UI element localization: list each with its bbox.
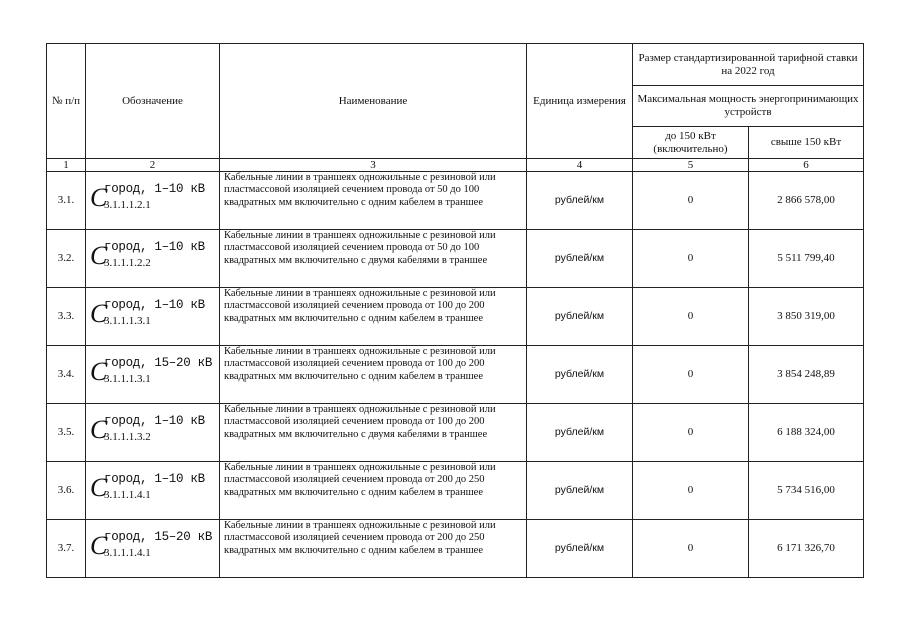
designation-subscript: 3.1.1.1.4.1 bbox=[104, 488, 151, 501]
value-over-150-cell: 5 734 516,00 bbox=[749, 462, 864, 520]
designation-subscript: 3.1.1.1.4.1 bbox=[104, 546, 151, 559]
designation-c-symbol: C bbox=[90, 298, 108, 328]
header-name: Наименование bbox=[220, 44, 527, 159]
name-cell: Кабельные линии в траншеях одножильные с резиновой или пластмассовой изоляцией сечением провода от 100 до 200 квадратных мм включительно с одним кабелем в траншее bbox=[220, 346, 527, 404]
designation-formula bbox=[90, 298, 210, 332]
table-row bbox=[47, 462, 864, 520]
designation-subscript: 3.1.1.1.3.1 bbox=[104, 372, 151, 385]
designation-c-symbol: C bbox=[90, 182, 108, 212]
table-row bbox=[47, 404, 864, 462]
name-cell: Кабельные линии в траншеях одножильные с резиновой или пластмассовой изоляцией сечением провода от 200 до 250 квадратных мм включительно с одним кабелем в траншее bbox=[220, 462, 527, 520]
unit-cell: рублей/км bbox=[527, 172, 633, 230]
value-over-150-cell: 2 866 578,00 bbox=[749, 172, 864, 230]
designation-cell bbox=[86, 172, 220, 230]
designation-formula bbox=[90, 529, 213, 564]
table-row bbox=[47, 230, 864, 288]
designation-c-symbol: C bbox=[90, 356, 108, 386]
designation-superscript: город, 1–10 кВ bbox=[104, 471, 205, 486]
header-up-to-150: до 150 кВт (включительно) bbox=[633, 127, 749, 159]
value-up-to-150-cell: 0 bbox=[633, 462, 749, 520]
designation-formula bbox=[90, 355, 213, 390]
designation-c-symbol: C bbox=[90, 414, 108, 444]
value-up-to-150-cell: 0 bbox=[633, 520, 749, 578]
table-row bbox=[47, 520, 864, 578]
unit-cell: рублей/км bbox=[527, 462, 633, 520]
value-up-to-150-cell: 0 bbox=[633, 172, 749, 230]
column-number: 5 bbox=[633, 159, 749, 172]
designation-subscript: 3.1.1.1.3.2 bbox=[104, 430, 151, 443]
unit-cell: рублей/км bbox=[527, 288, 633, 346]
designation-superscript: город, 1–10 кВ bbox=[104, 297, 205, 312]
value-over-150-cell: 5 511 799,40 bbox=[749, 230, 864, 288]
header-num: № п/п bbox=[47, 44, 86, 159]
row-number: 3.5. bbox=[47, 404, 86, 462]
row-number: 3.2. bbox=[47, 230, 86, 288]
row-number: 3.1. bbox=[47, 172, 86, 230]
designation-superscript: город, 1–10 кВ bbox=[104, 413, 205, 428]
header-max-power: Максимальная мощность энергопринимающих устройств bbox=[633, 86, 864, 127]
value-over-150-cell: 3 854 248,89 bbox=[749, 346, 864, 404]
designation-superscript: город, 15–20 кВ bbox=[104, 529, 213, 544]
header-designation: Обозначение bbox=[86, 44, 220, 159]
name-cell: Кабельные линии в траншеях одножильные с резиновой или пластмассовой изоляцией сечением провода от 50 до 100 квадратных мм включительно с двумя кабелями в траншее bbox=[220, 230, 527, 288]
column-number: 3 bbox=[220, 159, 527, 172]
column-number: 6 bbox=[749, 159, 864, 172]
designation-c-symbol: C bbox=[90, 472, 108, 502]
header-unit: Единица измерения bbox=[527, 44, 633, 159]
designation-formula bbox=[90, 182, 210, 216]
row-number: 3.3. bbox=[47, 288, 86, 346]
value-up-to-150-cell: 0 bbox=[633, 404, 749, 462]
designation-subscript: 3.1.1.1.2.1 bbox=[104, 198, 151, 211]
unit-cell: рублей/км bbox=[527, 346, 633, 404]
header-tariff-group: Размер стандартизированной тарифной ставки на 2022 год bbox=[633, 44, 864, 86]
designation-formula bbox=[90, 472, 210, 506]
designation-cell bbox=[86, 230, 220, 288]
designation-cell bbox=[86, 404, 220, 462]
name-cell: Кабельные линии в траншеях одножильные с резиновой или пластмассовой изоляцией сечением провода от 50 до 100 квадратных мм включительно с одним кабелем в траншее bbox=[220, 172, 527, 230]
row-number: 3.6. bbox=[47, 462, 86, 520]
table-row bbox=[47, 288, 864, 346]
designation-subscript: 3.1.1.1.3.1 bbox=[104, 314, 151, 327]
value-up-to-150-cell: 0 bbox=[633, 288, 749, 346]
designation-formula bbox=[90, 240, 210, 274]
value-over-150-cell: 3 850 319,00 bbox=[749, 288, 864, 346]
designation-c-symbol: C bbox=[90, 530, 108, 560]
designation-cell bbox=[86, 346, 220, 404]
column-number-row bbox=[47, 159, 864, 172]
designation-superscript: город, 15–20 кВ bbox=[104, 355, 213, 370]
value-over-150-cell: 6 171 326,70 bbox=[749, 520, 864, 578]
header-over-150: свыше 150 кВт bbox=[749, 127, 864, 159]
designation-cell bbox=[86, 520, 220, 578]
designation-subscript: 3.1.1.1.2.2 bbox=[104, 256, 151, 269]
column-number: 1 bbox=[47, 159, 86, 172]
name-cell: Кабельные линии в траншеях одножильные с резиновой или пластмассовой изоляцией сечением провода от 200 до 250 квадратных мм включительно с одним кабелем в траншее bbox=[220, 520, 527, 578]
unit-cell: рублей/км bbox=[527, 404, 633, 462]
designation-cell bbox=[86, 288, 220, 346]
value-over-150-cell: 6 188 324,00 bbox=[749, 404, 864, 462]
value-up-to-150-cell: 0 bbox=[633, 230, 749, 288]
unit-cell: рублей/км bbox=[527, 520, 633, 578]
name-cell: Кабельные линии в траншеях одножильные с резиновой или пластмассовой изоляцией сечением провода от 100 до 200 квадратных мм включительно с двумя кабелями в траншее bbox=[220, 404, 527, 462]
designation-cell bbox=[86, 462, 220, 520]
designation-c-symbol: C bbox=[90, 240, 108, 270]
designation-superscript: город, 1–10 кВ bbox=[104, 239, 205, 254]
row-number: 3.7. bbox=[47, 520, 86, 578]
unit-cell: рублей/км bbox=[527, 230, 633, 288]
name-cell: Кабельные линии в траншеях одножильные с резиновой или пластмассовой изоляцией сечением провода от 100 до 200 квадратных мм включительно с одним кабелем в траншее bbox=[220, 288, 527, 346]
value-up-to-150-cell: 0 bbox=[633, 346, 749, 404]
designation-formula bbox=[90, 414, 210, 448]
table-row bbox=[47, 346, 864, 404]
row-number: 3.4. bbox=[47, 346, 86, 404]
column-number: 2 bbox=[86, 159, 220, 172]
column-number: 4 bbox=[527, 159, 633, 172]
designation-superscript: город, 1–10 кВ bbox=[104, 181, 205, 196]
table-row bbox=[47, 172, 864, 230]
tariff-table bbox=[46, 43, 864, 578]
